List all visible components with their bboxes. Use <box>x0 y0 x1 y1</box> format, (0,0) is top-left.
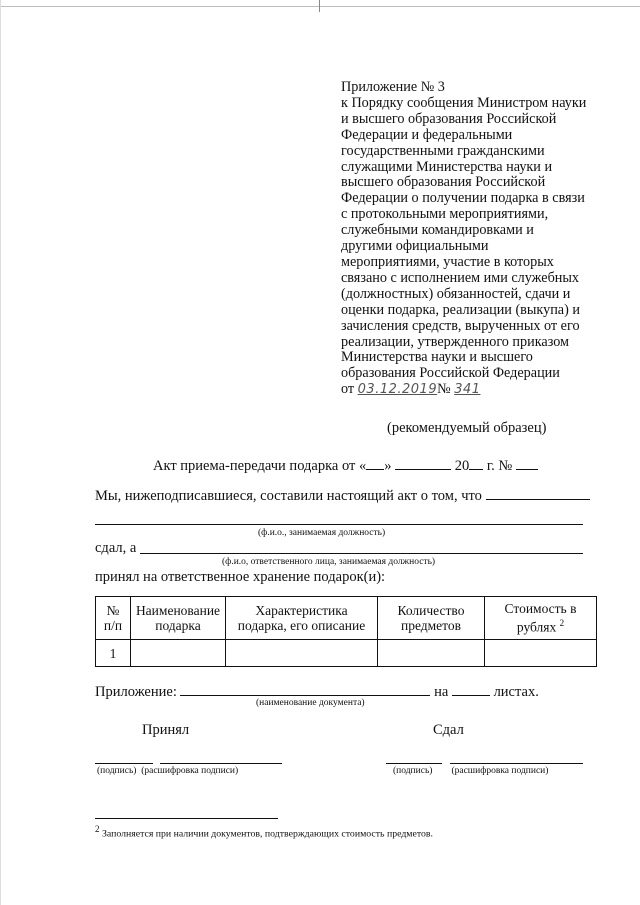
annex-line: образования Российской Федерации <box>341 365 560 382</box>
annex-line: служащими Министерства науки и <box>341 158 553 175</box>
attachment-on: на <box>434 684 449 700</box>
annex-line: государственными гражданскими <box>341 142 545 159</box>
handed-decode-line[interactable] <box>450 763 583 764</box>
day-field[interactable] <box>366 455 384 470</box>
table-row <box>96 640 597 667</box>
attachment-label: Приложение: <box>95 684 177 700</box>
scan-border-line <box>0 6 640 7</box>
table-header-row <box>96 597 597 640</box>
col-cost-label: Стоимость в рублях <box>504 601 577 635</box>
handwritten-number: 341 <box>454 382 481 398</box>
caption-decode: (расшифровка подписи) <box>141 766 239 776</box>
footnote <box>95 824 433 839</box>
cell-description[interactable] <box>226 640 378 667</box>
annex-title: Приложение № 3 <box>341 79 445 95</box>
accepted-signature-line[interactable] <box>95 763 153 764</box>
gave-label: сдал, а <box>95 540 137 556</box>
caption-sign: (подпись) <box>97 766 137 776</box>
handed-signature-title: Сдал <box>433 722 464 738</box>
footnote-separator <box>95 818 278 819</box>
act-title <box>153 455 538 475</box>
cell-quantity[interactable] <box>378 640 485 667</box>
annex-line: Министерства науки и высшего <box>341 349 533 366</box>
act-number-label: г. № <box>486 458 513 474</box>
annex-line: и высшего образования Российской <box>341 110 557 127</box>
col-name: Наименование подарка <box>131 597 226 640</box>
caption-decode: (расшифровка подписи) <box>451 766 549 776</box>
intro-text: Мы, нижеподписавшиеся, составили настоящий акт о том, что <box>95 488 482 504</box>
annex-header <box>341 80 616 398</box>
from-label: от <box>341 381 355 398</box>
footnote-ref: 2 <box>559 618 565 629</box>
annex-line: связано с исполнением ими служебных <box>341 269 580 286</box>
annex-line: (должностных) обязанностей, сдачи и <box>341 285 571 302</box>
caption-fio-responsible: (ф.и.о, ответственного лица, занимаемая должность) <box>222 557 436 567</box>
year-field[interactable] <box>469 455 483 470</box>
footnote-text: Заполняется при наличии документов, подтверждающих стоимость предметов. <box>101 828 433 840</box>
quote-close: » <box>384 458 392 474</box>
col-description: Характеристика подарка, его описание <box>226 597 378 640</box>
accepted-decode-line[interactable] <box>160 763 282 764</box>
annex-line: Федерации и федеральными <box>341 126 513 143</box>
month-field[interactable] <box>395 455 451 470</box>
order-date-number <box>341 382 616 398</box>
annex-line: высшего образования Российской <box>341 174 546 191</box>
annex-line: реализации, утвержденного приказом <box>341 333 570 350</box>
intro-line <box>95 485 590 505</box>
cell-cost[interactable] <box>485 640 597 667</box>
annex-line: Федерации о получении подарка в связи <box>341 190 585 207</box>
cell-name[interactable] <box>131 640 226 667</box>
gifts-table <box>95 596 597 667</box>
col-cost <box>485 597 597 640</box>
intro-field[interactable] <box>486 485 590 500</box>
caption-document-name: (наименование документа) <box>256 698 365 708</box>
attachment-sheets: листах. <box>493 684 539 700</box>
accepted-text: принял на ответственное хранение подарок(и): <box>95 569 386 585</box>
accepted-signature-title: Принял <box>142 722 190 738</box>
annex-line: другими официальными <box>341 238 489 255</box>
handwritten-date: 03.12.2019 <box>357 382 438 398</box>
caption-fio-position: (ф.и.о., занимаемая должность) <box>258 528 386 538</box>
sample-note: (рекомендуемый образец) <box>387 420 547 436</box>
annex-line: с протокольными мероприятиями, <box>341 206 549 223</box>
annex-line: к Порядку сообщения Министром науки <box>341 94 587 111</box>
number-label: № <box>437 381 451 398</box>
scan-edge <box>0 0 1 905</box>
handed-signature-line[interactable] <box>386 763 442 764</box>
footnote-mark: 2 <box>95 824 100 834</box>
col-quantity: Количество предметов <box>378 597 485 640</box>
fold-mark <box>319 0 320 12</box>
document-name-field[interactable] <box>180 681 430 696</box>
col-number: № п/п <box>96 597 131 640</box>
act-title-text: Акт приема-передачи подарка от <box>153 458 356 474</box>
fio-line[interactable] <box>95 524 583 525</box>
annex-line: зачисления средств, вырученных от его <box>341 317 580 334</box>
responsible-line[interactable] <box>140 553 583 554</box>
act-number-field[interactable] <box>516 455 538 470</box>
handed-captions <box>393 766 548 776</box>
year-prefix: 20 <box>454 458 470 474</box>
sheets-count-field[interactable] <box>452 681 490 696</box>
annex-line: оценки подарка, реализации (выкупа) и <box>341 301 580 318</box>
quote-open: « <box>359 458 367 474</box>
cell-number: 1 <box>96 640 131 667</box>
caption-sign: (подпись) <box>393 766 433 776</box>
accepted-captions <box>97 766 238 776</box>
annex-line: служебными командировками и <box>341 222 534 239</box>
annex-line: мероприятиями, участие в которых <box>341 253 554 270</box>
